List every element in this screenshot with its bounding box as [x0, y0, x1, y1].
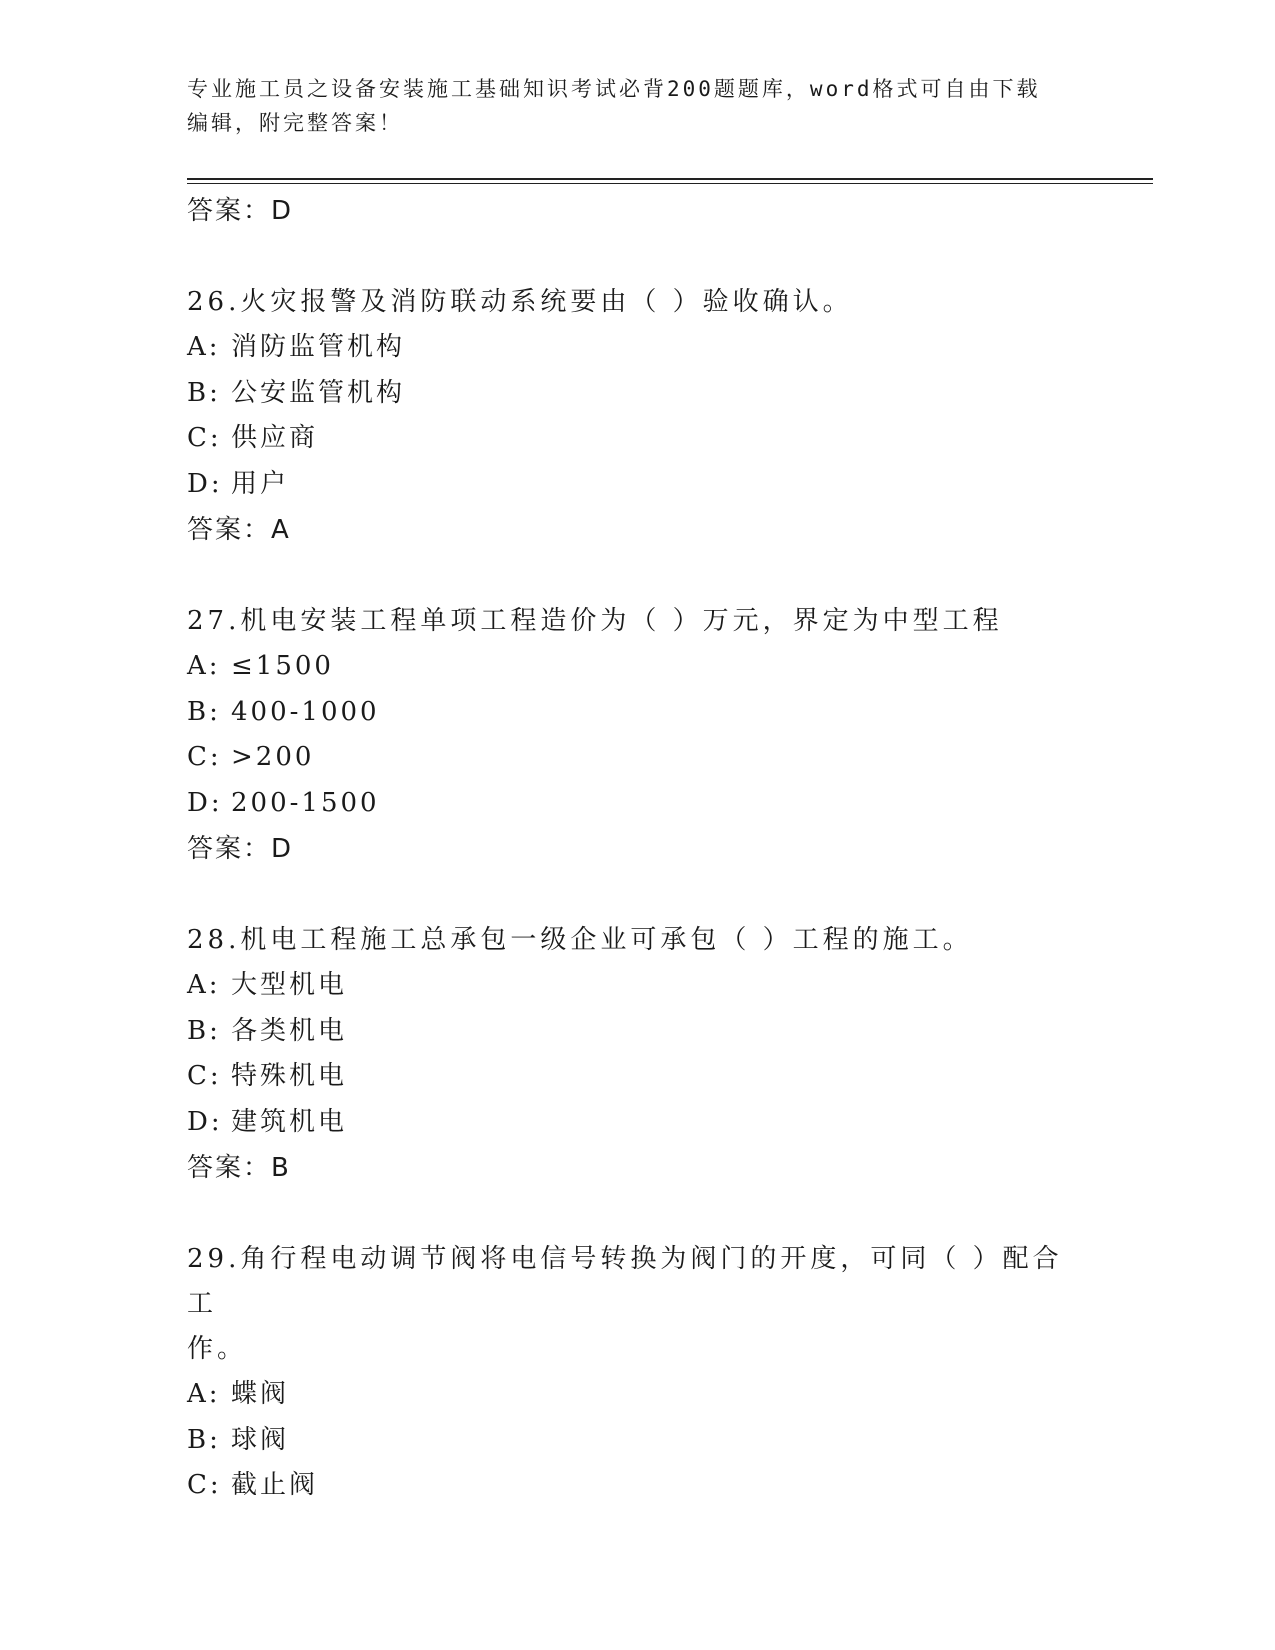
- previous-question-answer: 答案：D: [187, 196, 294, 226]
- header-line-1: 专业施工员之设备安装施工基础知识考试必背200题题库，word格式可自由下载: [187, 77, 1041, 101]
- option-letter: C:: [187, 1061, 222, 1091]
- option-text: 200-1500: [231, 787, 380, 818]
- question-stem-line-1: 29.角行程电动调节阀将电信号转换为阀门的开度，可同（ ）配合工: [187, 1244, 1063, 1319]
- option-letter: B:: [187, 1015, 221, 1046]
- option-a: [187, 963, 1087, 1009]
- question-answer: 答案：A: [187, 515, 291, 545]
- option-letter: B:: [187, 696, 221, 727]
- option-b: [187, 1418, 1087, 1464]
- option-letter: D:: [187, 787, 223, 818]
- option-c: [187, 1463, 1087, 1509]
- option-text: 400-1000: [231, 696, 380, 727]
- option-letter: A:: [187, 1379, 221, 1409]
- option-letter: D:: [187, 1106, 223, 1137]
- option-text: ≤1500: [231, 651, 334, 681]
- option-text: 截止阀: [231, 1470, 319, 1500]
- document-header: [187, 72, 1067, 140]
- option-c: [187, 1054, 1087, 1100]
- option-text: 建筑机电: [231, 1106, 348, 1137]
- option-text: 蝶阀: [231, 1379, 290, 1409]
- option-d: [187, 1100, 1087, 1146]
- question-26: [187, 280, 1087, 553]
- option-letter: C:: [187, 423, 222, 453]
- option-c: [187, 735, 1087, 781]
- option-a: [187, 644, 1087, 690]
- option-text: 特殊机电: [231, 1061, 348, 1091]
- question-28: [187, 918, 1087, 1191]
- option-letter: B:: [187, 377, 221, 408]
- option-a: [187, 325, 1087, 371]
- header-divider-thin: [187, 183, 1153, 184]
- option-letter: D:: [187, 468, 223, 499]
- option-text: 各类机电: [231, 1015, 348, 1046]
- option-letter: B:: [187, 1424, 221, 1455]
- question-stem: 27.机电安装工程单项工程造价为（ ）万元，界定为中型工程: [187, 606, 1003, 636]
- question-stem: 26.火灾报警及消防联动系统要由（ ）验收确认。: [187, 287, 853, 317]
- option-d: [187, 781, 1087, 827]
- question-29: [187, 1237, 1087, 1509]
- option-letter: C:: [187, 742, 222, 772]
- option-text: 球阀: [231, 1424, 290, 1455]
- option-text: 供应商: [231, 423, 319, 453]
- option-text: 用户: [231, 468, 290, 499]
- question-27: [187, 599, 1087, 872]
- option-text: >200: [231, 742, 315, 772]
- option-c: [187, 416, 1087, 462]
- question-answer: 答案：B: [187, 1153, 291, 1183]
- question-stem-line-2: 作。: [187, 1334, 248, 1364]
- question-answer: 答案：D: [187, 834, 294, 864]
- question-stem: 28.机电工程施工总承包一级企业可承包（ ）工程的施工。: [187, 925, 973, 955]
- option-text: 公安监管机构: [231, 377, 406, 408]
- option-a: [187, 1372, 1087, 1418]
- option-b: [187, 690, 1087, 736]
- header-line-2: 编辑，附完整答案！: [187, 111, 403, 135]
- option-text: 大型机电: [231, 970, 348, 1000]
- option-letter: C:: [187, 1470, 222, 1500]
- option-letter: A:: [187, 332, 221, 362]
- option-letter: A:: [187, 970, 221, 1000]
- question-list: [187, 188, 1087, 1509]
- option-b: [187, 1009, 1087, 1055]
- option-text: 消防监管机构: [231, 332, 406, 362]
- header-divider-thick: [187, 178, 1153, 180]
- option-b: [187, 371, 1087, 417]
- option-letter: A:: [187, 651, 221, 681]
- option-d: [187, 462, 1087, 508]
